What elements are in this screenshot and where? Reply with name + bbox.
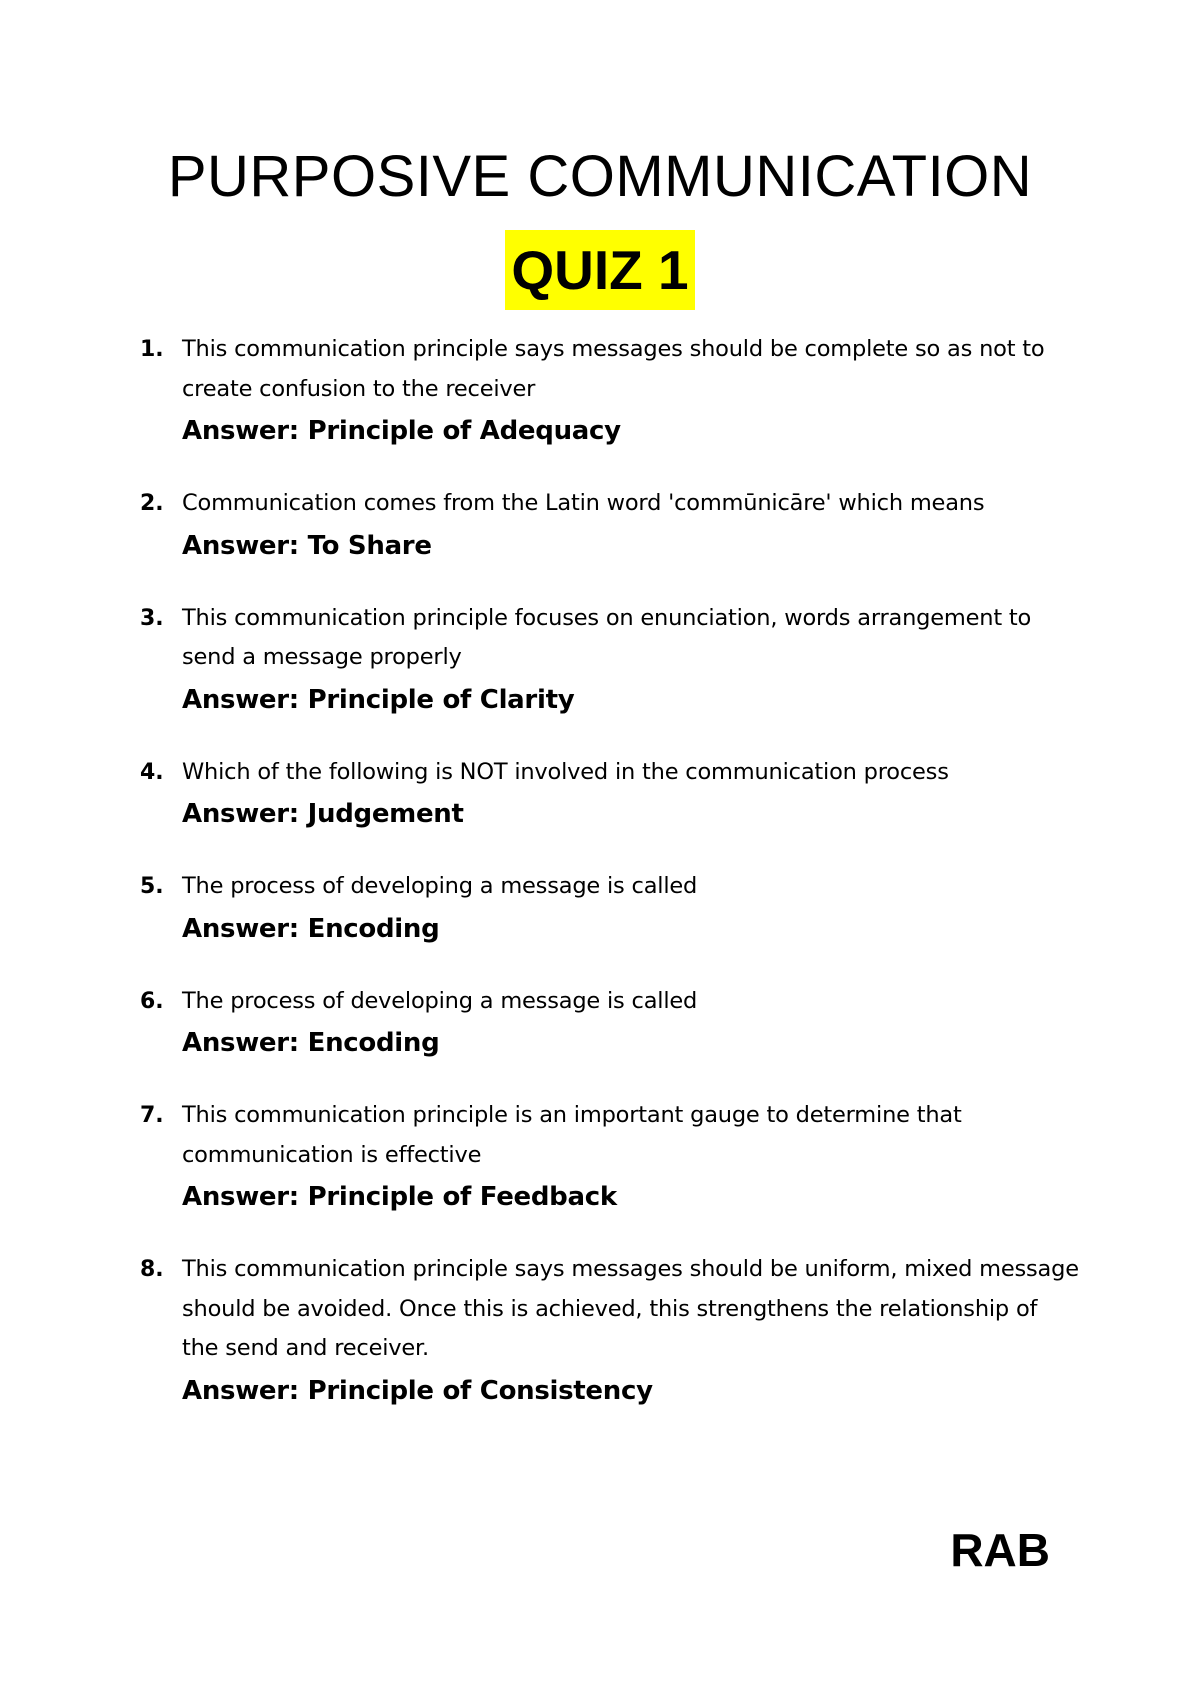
question-text: This communication principle says messages should be complete so as not to create confusion to the receiver [182,336,1045,402]
question-text: The process of developing a message is called [182,873,698,899]
question-number: 5. [140,874,164,899]
question-number: 1. [140,337,164,362]
question-answer: Answer: To Share [182,530,432,561]
question-answer: Answer: Judgement [182,799,464,829]
question-item [140,1250,1080,1413]
question-answer: Answer: Principle of Clarity [182,684,575,715]
question-item [140,599,1080,722]
question-item [140,330,1080,453]
question-item [140,753,1080,837]
question-answer: Answer: Principle of Consistency [182,1375,653,1406]
question-number: 8. [140,1257,164,1282]
question-number: 7. [140,1103,164,1128]
question-item [140,484,1080,568]
question-answer: Answer: Principle of Feedback [182,1182,617,1212]
quiz-heading-wrapper [0,230,1200,310]
quiz-heading: QUIZ 1 [505,230,694,310]
question-text: The process of developing a message is called [182,987,698,1014]
document-title: PURPOSIVE COMMUNICATION [167,144,1033,209]
question-text: Communication comes from the Latin word 'commūnicāre' which means [182,490,985,516]
question-item [140,867,1080,951]
question-text: This communication principle says messages should be uniform, mixed message should be avoided. Once this is achieved, this strengthens the relationship of the send and receiver. [182,1256,1079,1361]
question-number: 4. [140,759,164,785]
question-text: Which of the following is NOT involved in the communication process [182,758,949,785]
question-list [140,330,1080,1413]
question-answer: Answer: Encoding [182,1028,440,1058]
question-text: This communication principle is an important gauge to determine that communication is effective [182,1102,962,1168]
question-answer: Answer: Principle of Adequacy [182,416,621,446]
question-answer: Answer: Encoding [182,913,440,944]
question-number: 3. [140,605,164,631]
question-item [140,982,1080,1066]
question-text: This communication principle focuses on enunciation, words arrangement to send a message properly [182,604,1032,670]
question-item [140,1096,1080,1219]
question-number: 2. [140,491,164,516]
author-initials: RAB [950,1524,1050,1576]
question-number: 6. [140,988,164,1014]
